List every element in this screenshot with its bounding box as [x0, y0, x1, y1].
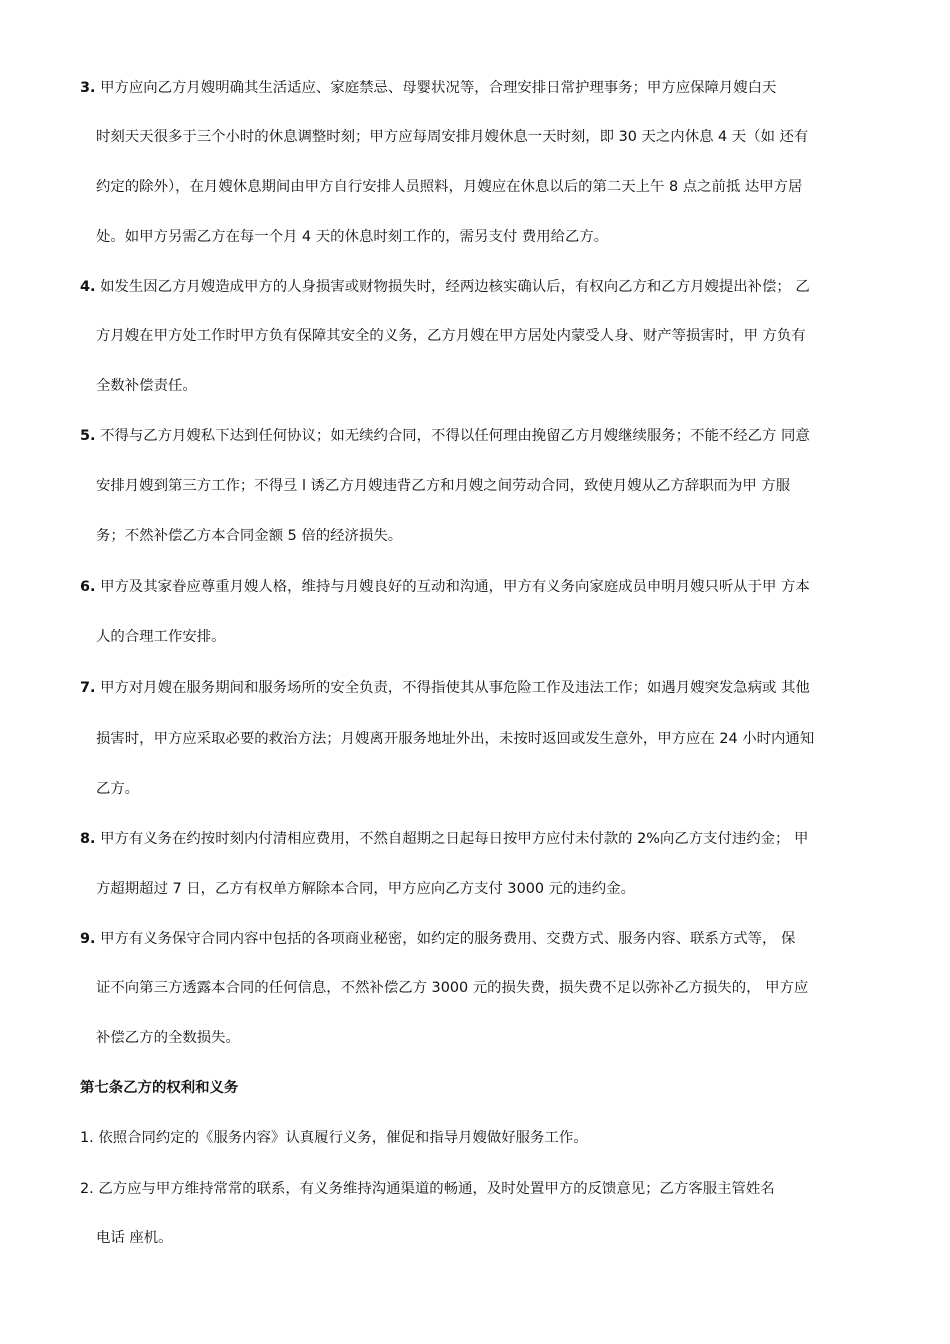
item-continuation-line: 乙方。: [96, 781, 140, 797]
item-continuation-line: 务；不然补偿乙方本合同金额 5 倍的经济损失。: [96, 528, 403, 544]
item-continuation-line: 处。如甲方另需乙方在每一个月 4 天的休息时刻工作的，需另支付 费用给乙方。: [96, 229, 609, 245]
item-continuation-line: 损害时，甲方应采取必要的救治方法；月嫂离开服务地址外出，未按时返回或发生意外，甲方应在 24 小时内通知: [96, 731, 815, 747]
item-continuation-line: 人的合理工作安排。: [96, 629, 226, 645]
list-item-first-line: [80, 277, 810, 297]
item-text: 不得与乙方月嫂私下达到任何协议；如无续约合同，不得以任何理由挽留乙方月嫂继续服务；不能不经乙方 同意: [100, 428, 810, 444]
item-number: 4.: [80, 279, 96, 295]
list-item-first-line: [80, 929, 795, 949]
item-text: 甲方及其家眷应尊重月嫂人格，维持与月嫂良好的互动和沟通，甲方有义务向家庭成员申明月嫂只听从于甲 方本: [100, 579, 810, 595]
list-item-first-line: [80, 577, 810, 597]
list-item-first-line: [80, 1179, 775, 1199]
item-number: 3.: [80, 80, 96, 96]
item-text: 甲方有义务保守合同内容中包括的各项商业秘密，如约定的服务费用、交费方式、服务内容、联系方式等， 保: [100, 931, 796, 947]
item-text: 甲方有义务在约按时刻内付清相应费用，不然自超期之日起每日按甲方应付未付款的 2%向乙方支付违约金； 甲: [100, 831, 809, 847]
item-number: 9.: [80, 931, 96, 947]
item-continuation-line: 全数补偿责任。: [96, 378, 197, 394]
item-number: 7.: [80, 680, 96, 696]
item-number: 1.: [80, 1130, 94, 1146]
item-continuation-line: 约定的除外），在月嫂休息期间由甲方自行安排人员照料，月嫂应在休息以后的第二天上午 8 点之前抵 达甲方居: [96, 179, 803, 195]
section-heading: 第七条乙方的权利和义务: [80, 1080, 239, 1096]
item-text: 如发生因乙方月嫂造成甲方的人身损害或财物损失时，经两边核实确认后，有权向乙方和乙方月嫂提出补偿； 乙: [100, 279, 810, 295]
item-continuation-line: 方月嫂在甲方处工作时甲方负有保障其安全的义务，乙方月嫂在甲方居处内蒙受人身、财产等损害时，甲 方负有: [96, 328, 806, 344]
item-number: 2.: [80, 1181, 94, 1197]
list-item-first-line: [80, 426, 810, 446]
item-continuation-line: 方超期超过 7 日，乙方有权单方解除本合同，甲方应向乙方支付 3000 元的违约金。: [96, 881, 635, 897]
item-text: 乙方应与甲方维持常常的联系，有义务维持沟通渠道的畅通，及时处置甲方的反馈意见；乙方客服主管姓名: [98, 1181, 775, 1197]
item-text: 甲方对月嫂在服务期间和服务场所的安全负责，不得指使其从事危险工作及违法工作；如遇月嫂突发急病或 其他: [100, 680, 810, 696]
item-continuation-line: 证不向第三方透露本合同的任何信息，不然补偿乙方 3000 元的损失费，损失费不足以弥补乙方损失的， 甲方应: [96, 980, 809, 996]
item-continuation-line: 电话 座机。: [96, 1230, 173, 1246]
item-text: 甲方应向乙方月嫂明确其生活适应、家庭禁忌、母婴状况等，合理安排日常护理事务；甲方应保障月嫂白天: [100, 80, 777, 96]
list-item-first-line: [80, 678, 810, 698]
list-item-first-line: [80, 1128, 588, 1148]
list-item-first-line: [80, 78, 776, 98]
item-continuation-line: 安排月嫂到第三方工作；不得弖 l 诱乙方月嫂违背乙方和月嫂之间劳动合同，致使月嫂从乙方辞职而为甲 方服: [96, 478, 791, 494]
item-number: 5.: [80, 428, 96, 444]
item-continuation-line: 补偿乙方的全数损失。: [96, 1030, 240, 1046]
item-text: 依照合同约定的《服务内容》认真履行义务，催促和指导月嫂做好服务工作。: [98, 1130, 588, 1146]
item-number: 6.: [80, 579, 96, 595]
item-number: 8.: [80, 831, 96, 847]
list-item-first-line: [80, 829, 808, 849]
item-continuation-line: 时刻天天很多于三个小时的休息调整时刻；甲方应每周安排月嫂休息一天时刻，即 30 天之内休息 4 天（如 还有: [96, 129, 809, 145]
